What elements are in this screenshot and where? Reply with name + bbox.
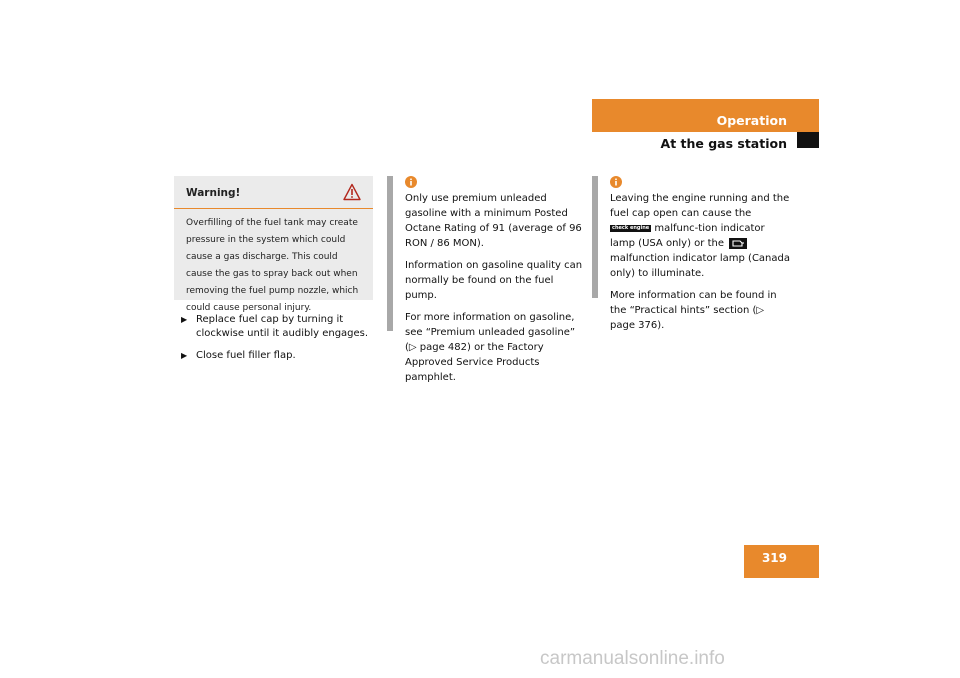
info-paragraph	[610, 191, 792, 281]
info-paragraph: For more information on gasoline, see “Premium unleaded gasoline” (▷ page 482) or the Factory Approved Service Products pamphlet.	[405, 312, 576, 383]
bullet-arrow-icon: ▶	[181, 315, 188, 324]
page-number-box	[744, 545, 819, 578]
info-text: malfunction indicator lamp (Canada only) to illuminate.	[610, 253, 790, 279]
info-sidebar	[592, 176, 598, 298]
info-paragraph: Only use premium unleaded gasoline with a minimum Posted Octane Rating of 91 (average of 96 RON / 86 MON).	[405, 193, 582, 249]
info-text: Leaving the engine running and the fuel cap open can cause the	[610, 193, 790, 219]
section-title: Operation	[716, 113, 787, 128]
info-sidebar	[387, 176, 393, 331]
page-number: 319	[761, 551, 787, 565]
warning-triangle-icon	[343, 183, 361, 201]
warning-box	[174, 176, 373, 313]
section-tab-marker	[797, 132, 819, 148]
info-note-gasoline	[387, 176, 587, 383]
check-engine-icon: check engine	[612, 224, 650, 231]
section-header	[592, 99, 819, 132]
step-item	[181, 349, 376, 363]
warning-text: Overfilling of the fuel tank may create pressure in the system which could cause a gas discharge. This could cause the gas to spray back out when removing the fuel pump nozzle, which could cause personal injury.	[186, 218, 359, 313]
info-icon	[405, 176, 417, 188]
step-list	[181, 313, 376, 371]
warning-title: Warning!	[186, 187, 241, 199]
warning-header	[174, 176, 373, 209]
info-text: malfunc-tion indicator lamp (USA only) or the	[610, 223, 765, 249]
watermark-footer: carmanualsonline.info	[540, 648, 725, 669]
bullet-arrow-icon: ▶	[181, 351, 188, 360]
info-icon	[610, 176, 622, 188]
step-item	[181, 313, 376, 341]
subsection-title: At the gas station	[660, 136, 787, 151]
info-paragraph: More information can be found in the “Practical hints” section (▷ page 376).	[610, 290, 777, 331]
step-text: Replace fuel cap by turning it clockwise until it audibly engages.	[196, 314, 369, 339]
step-text: Close fuel filler flap.	[196, 350, 296, 361]
info-paragraph: Information on gasoline quality can normally be found on the fuel pump.	[405, 260, 583, 301]
engine-malfunction-icon	[729, 238, 747, 249]
info-note-engine	[592, 176, 792, 331]
